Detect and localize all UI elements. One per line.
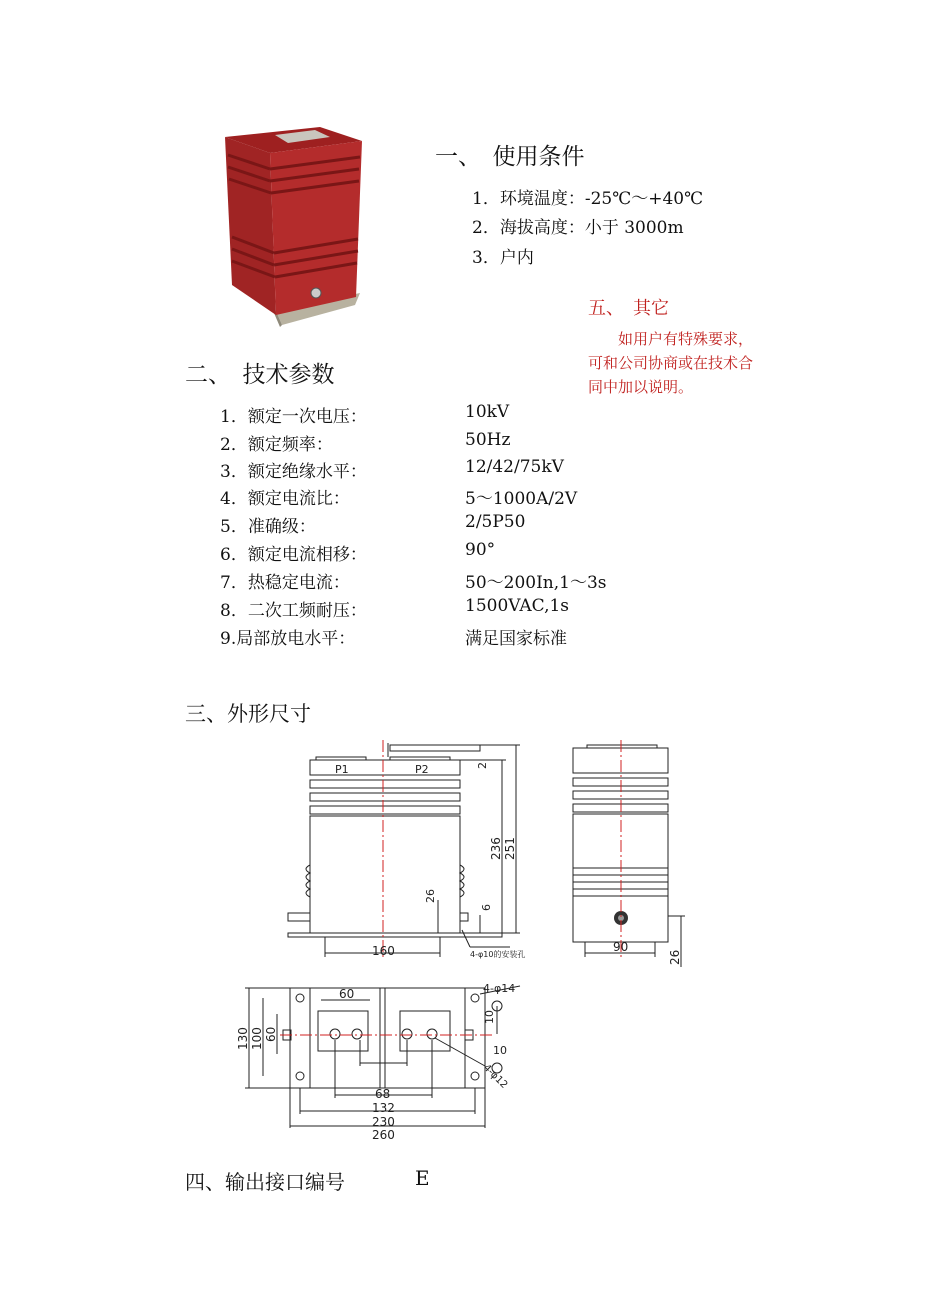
- dim-230: 230: [372, 1115, 395, 1129]
- dim-2: 2: [476, 762, 489, 769]
- param-label-text: 额定频率：: [247, 435, 333, 455]
- param-value: 90°: [465, 540, 496, 560]
- section5-line: 同中加以说明。: [588, 378, 694, 396]
- dim-10b: 10: [493, 1044, 507, 1057]
- param-number: 9.: [220, 629, 237, 649]
- section1-item: [472, 213, 684, 238]
- param-label: [220, 430, 333, 455]
- product-photo: [220, 125, 365, 330]
- param-value: 50Hz: [465, 430, 511, 450]
- section4-heading: 四、输出接口编号: [185, 1170, 345, 1194]
- param-label: [220, 402, 367, 427]
- param-label-text: 额定电流比：: [247, 489, 350, 509]
- dim-260: 260: [372, 1128, 395, 1142]
- dim-130: 130: [236, 1027, 250, 1050]
- param-number: 7．: [220, 573, 248, 593]
- section1-item: [472, 243, 534, 268]
- item-text: 户内: [499, 248, 534, 268]
- param-label-text: 额定绝缘水平：: [247, 462, 367, 482]
- param-label-text: 热稳定电流：: [247, 573, 350, 593]
- section3-heading: 三、外形尺寸: [185, 702, 311, 726]
- param-label-text: 准确级：: [247, 517, 316, 537]
- section4-value: E: [415, 1166, 430, 1190]
- param-value: 50～200In,1～3s: [465, 573, 607, 593]
- param-value: 10kV: [465, 402, 510, 422]
- plan-view-drawing: [235, 978, 535, 1143]
- param-number: 8．: [220, 601, 248, 621]
- dim-60-vertical: 60: [264, 1026, 278, 1042]
- dim-100: 100: [250, 1027, 264, 1050]
- param-label: [220, 457, 367, 482]
- param-label: [220, 596, 367, 621]
- dim-68: 68: [375, 1087, 391, 1101]
- param-value: 5～1000A/2V: [465, 489, 578, 509]
- dim-10a: 10: [483, 1010, 496, 1024]
- param-label: [220, 568, 350, 593]
- param-number: 3．: [220, 462, 248, 482]
- param-label: [220, 484, 350, 509]
- param-number: 2．: [220, 435, 248, 455]
- param-value: 2/5P50: [465, 512, 526, 532]
- param-number: 5．: [220, 517, 248, 537]
- param-value: 满足国家标准: [465, 629, 567, 649]
- section5-heading: 五、 其它: [588, 298, 669, 319]
- param-number: 6．: [220, 545, 248, 565]
- hole-note: 4-φ10的安装孔: [470, 950, 526, 959]
- dim-251: 251: [503, 837, 517, 860]
- param-label-text: 额定一次电压：: [247, 407, 367, 427]
- section5-line: 可和公司协商或在技术合: [588, 354, 754, 372]
- section2-heading: 二、 技术参数: [185, 362, 335, 388]
- param-label-text: 额定电流相移：: [247, 545, 367, 565]
- p2-label: P2: [415, 763, 429, 776]
- param-number: 1．: [220, 407, 248, 427]
- front-elevation-drawing: [280, 735, 530, 970]
- param-value: 1500VAC,1s: [465, 596, 570, 616]
- section1-heading: 一、 使用条件: [435, 144, 585, 170]
- dim-4-phi14: 4-φ14: [483, 982, 516, 995]
- dim-4-phi12: 4-φ12: [480, 1062, 510, 1091]
- dim-236: 236: [489, 837, 503, 860]
- param-number: 4．: [220, 489, 248, 509]
- dim-160: 160: [372, 944, 395, 958]
- param-label-text: 局部放电水平：: [236, 629, 356, 649]
- item-number: 3．: [472, 248, 500, 268]
- param-value: 12/42/75kV: [465, 457, 564, 477]
- param-label: [220, 540, 367, 565]
- side-elevation-drawing: [555, 735, 695, 970]
- item-text: 环境温度：-25℃～+40℃: [499, 189, 704, 209]
- p1-label: P1: [335, 763, 349, 776]
- param-label-text: 二次工频耐压：: [247, 601, 367, 621]
- param-label: [220, 512, 316, 537]
- dim-132: 132: [372, 1101, 395, 1115]
- dim-26-side: 26: [668, 949, 682, 965]
- item-text: 海拔高度：小于 3000m: [499, 218, 684, 238]
- dim-26-front: 26: [424, 889, 437, 903]
- param-label: [220, 624, 355, 649]
- dim-60-plan: 60: [339, 987, 355, 1001]
- dim-6: 6: [480, 904, 493, 911]
- dim-90: 90: [613, 940, 629, 954]
- section1-item: [472, 184, 703, 209]
- item-number: 1．: [472, 189, 500, 209]
- item-number: 2．: [472, 218, 500, 238]
- section5-line: 如用户有特殊要求，: [588, 330, 754, 348]
